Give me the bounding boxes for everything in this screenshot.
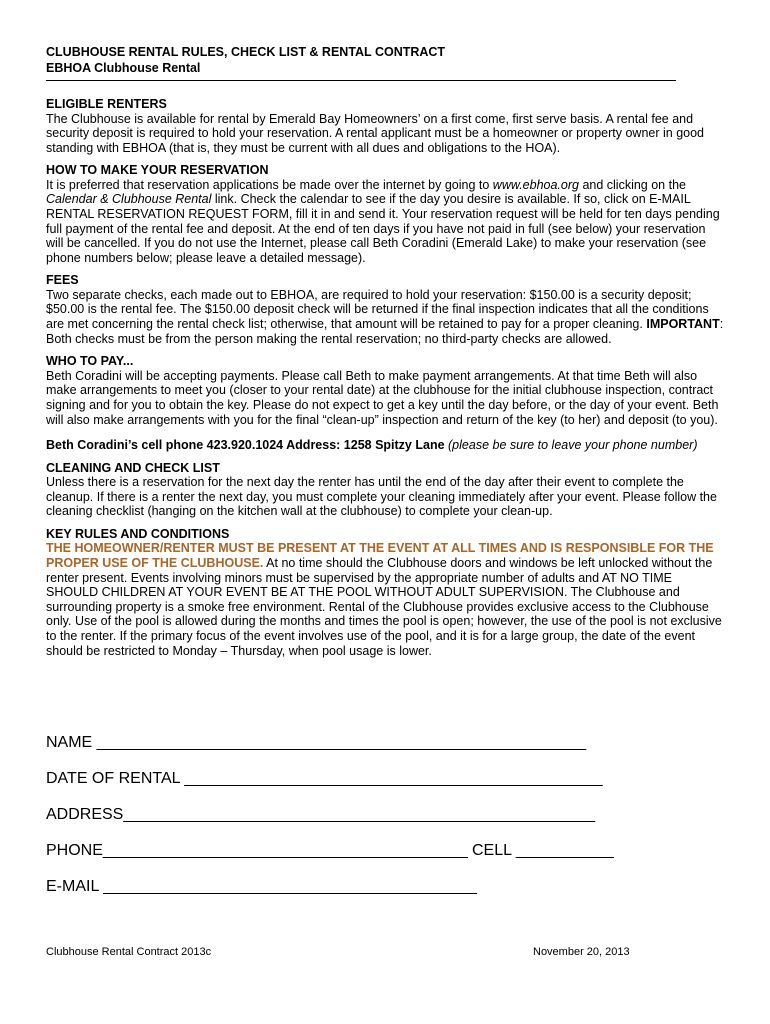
eligible-heading: ELIGIBLE RENTERS [46, 97, 167, 111]
rules-heading: KEY RULES AND CONDITIONS [46, 526, 230, 541]
contract-page [46, 44, 726, 658]
footer-doc-name: Clubhouse Rental Contract 2013c [46, 946, 212, 958]
footer-date: November 20, 2013 [533, 946, 630, 958]
phone-field[interactable]: PHONE_________________________________________ [46, 842, 468, 859]
calendar-link[interactable]: Calendar & Clubhouse Rental [46, 192, 212, 207]
fees-body: Two separate checks, each made out to EBHOA, are required to hold your reservation: $150.00 is a security deposit; $50.00 is the rental fee. The $150.00 deposit check will be returned if the final inspection indicates that all the conditions are met concerning the rental check list; otherwise, that amount will be retained to pay for a proper cleaning. IMPORTANT: Both checks must be from the person making the rental reservation; no third-party checks are allowed. [46, 287, 724, 346]
rules-body: THE HOMEOWNER/RENTER MUST BE PRESENT AT THE EVENT AT ALL TIMES AND IS RESPONSIBLE FOR THE PROPER USE OF THE CLUBHOUSE. At no time should the Clubhouse doors and windows be left unlocked without the renter present. Events involving minors must be supervised by the appropriate number of adults and AT NO TIME SHOULD CHILDREN AT YOUR EVENT BE AT THE POOL WITHOUT ADULT SUPERVISION. The Clubhouse and surrounding property is a smoke free environment. Rental of the Clubhouse provides exclusive access to the Clubhouse only. Use of the pool is allowed during the months and times the pool is open; however, the use of the pool is not exclusive to the renter. If the primary focus of the event involves use of the pool, and it is for a large group, the date of the event should be restricted to Monday – Thursday, when pool usage is lower. [46, 541, 722, 658]
cleaning-body: Unless there is a reservation for the next day the renter has until the end of the day after their event to complete the cleanup. If there is a renter the next day, you must complete your cleaning immediately after your event. Please follow the cleaning checklist (hanging on the kitchen wall at the clubhouse) to complete your clean-up. [46, 475, 717, 519]
cell-field[interactable]: CELL ___________ [472, 842, 614, 859]
rules-highlight: THE HOMEOWNER/RENTER MUST BE PRESENT AT THE EVENT AT ALL TIMES AND IS RESPONSIBLE FOR THE PROPER USE OF THE CLUBHOUSE. [46, 541, 714, 571]
who-to-pay-heading: WHO TO PAY... [46, 354, 134, 369]
reservation-body: It is preferred that reservation applications be made over the internet by going to www.ebhoa.org and clicking on the Calendar & Clubhouse Rental link. Check the calendar to see if the day you desire is available. If so, click on E-MAIL RENTAL RESERVATION REQUEST FORM, fill it in and send it. Your reservation request will be held for ten days pending full payment of the rental fee and deposit. At the end of ten days if you have not paid in full (see below) your reservation will be cancelled. If you do not use the Internet, please call Beth Coradini (Emerald Lake) to make your reservation (see phone numbers below; please leave a detailed message). [46, 177, 720, 265]
document-title: CLUBHOUSE RENTAL RULES, CHECK LIST & RENTAL CONTRACT [46, 45, 446, 59]
website-link[interactable]: www.ebhoa.org [492, 177, 579, 192]
date-of-rental-field[interactable]: DATE OF RENTAL _______________________________________________ [46, 770, 603, 787]
contact-line: Beth Coradini’s cell phone 423.920.1024 Address: 1258 Spitzy Lane (please be sure to leave your phone number) [46, 438, 698, 453]
address-field[interactable]: ADDRESS_____________________________________________________ [46, 806, 595, 823]
reservation-heading: HOW TO MAKE YOUR RESERVATION [46, 163, 269, 178]
name-field[interactable]: NAME _______________________________________________________ [46, 734, 587, 751]
important-label: IMPORTANT [646, 317, 720, 332]
eligible-body: The Clubhouse is available for rental by Emerald Bay Homeowners’ on a first come, first serve basis. A rental fee and security deposit is required to hold your reservation. A rental applicant must be a homeowner or property owner in good standing with EBHOA (that is, they must be current with all dues and obligations to the HOA). [46, 111, 705, 155]
fees-heading: FEES [46, 273, 79, 288]
cleaning-heading: CLEANING AND CHECK LIST [46, 460, 220, 475]
document-subtitle: EBHOA Clubhouse Rental [46, 61, 201, 75]
who-to-pay-body: Beth Coradini will be accepting payments. Please call Beth to make payment arrangements. At that time Beth will also make arrangements to meet you (closer to your rental date) at the clubhouse for the initial clubhouse inspection, contract signing and for you to obtain the key. Please do not expect to get a key until the day before, or the day of your event. Beth will also make arrangements with you for the final “clean-up” inspection and return of the key (to her) and deposit (to you). [46, 368, 719, 427]
email-field[interactable]: E-MAIL __________________________________________ [46, 878, 477, 895]
